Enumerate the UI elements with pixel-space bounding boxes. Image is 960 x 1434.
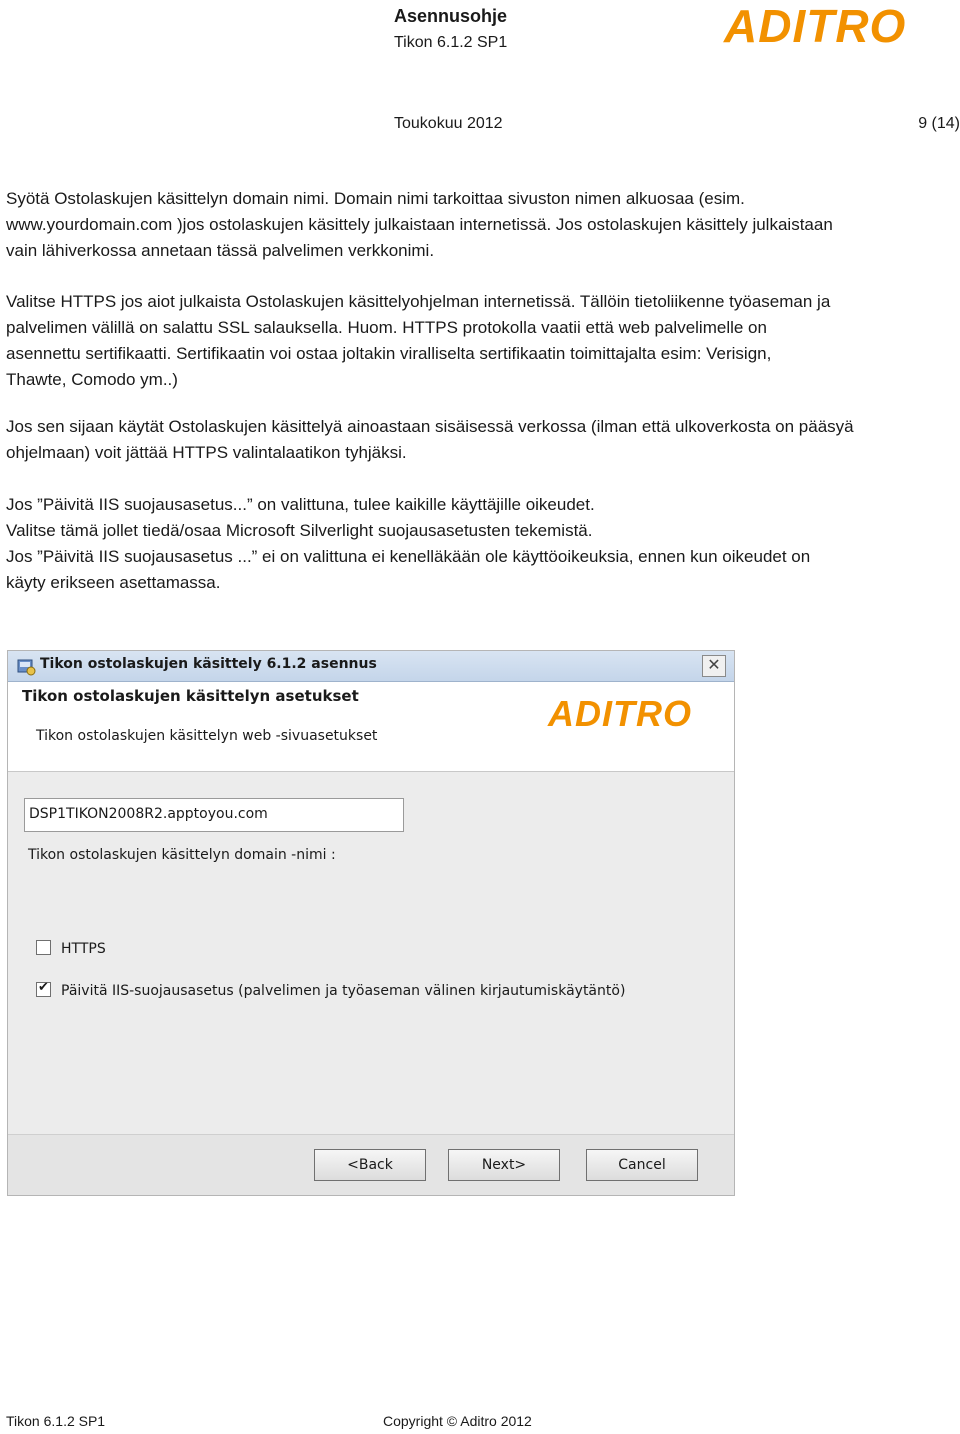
text-line: asennettu sertifikaatti. Sertifikaatin voi ostaa joltakin viralliselta sertifikaatin toimittajalta esim: Verisign, (6, 344, 772, 363)
text-line: Jos ”Päivitä IIS suojausasetus...” on valittuna, tulee kaikille käyttäjille oikeudet. (6, 495, 595, 514)
banner-subtitle: Tikon ostolaskujen käsittelyn web -sivuasetukset (36, 728, 378, 744)
document-title: Asennusohje (394, 6, 508, 26)
domain-input[interactable]: DSP1TIKON2008R2.apptoyou.com (24, 798, 404, 832)
text-line: ohjelmaan) voit jättää HTTPS valintalaatikon tyhjäksi. (6, 443, 407, 462)
paragraph-internal-network (6, 414, 960, 466)
document-date: Toukokuu 2012 (394, 115, 503, 132)
next-button[interactable]: Next> (448, 1149, 560, 1181)
svg-text:ADITRO: ADITRO (548, 693, 692, 734)
aditro-logo (722, 0, 948, 50)
aditro-banner-logo (546, 692, 716, 734)
footer-copyright: Copyright © Aditro 2012 (383, 1413, 532, 1429)
dialog-button-bar (8, 1134, 734, 1196)
close-icon[interactable]: ✕ (702, 655, 726, 677)
https-label: HTTPS (61, 941, 106, 957)
installer-dialog-screenshot (7, 650, 735, 1196)
https-checkbox[interactable] (36, 940, 51, 955)
installer-icon (16, 656, 36, 676)
cancel-button[interactable]: Cancel (586, 1149, 698, 1181)
dialog-banner (8, 682, 734, 770)
iis-label: Päivitä IIS-suojausasetus (palvelimen ja työaseman välinen kirjautumiskäytäntö) (61, 983, 626, 999)
domain-label: Tikon ostolaskujen käsittelyn domain -nimi : (28, 847, 336, 863)
https-checkbox-row[interactable] (36, 940, 106, 957)
text-line: Thawte, Comodo ym..) (6, 370, 178, 389)
back-button[interactable]: <Back (314, 1149, 426, 1181)
dialog-title: Tikon ostolaskujen käsittely 6.1.2 asennus (40, 656, 377, 672)
footer-product: Tikon 6.1.2 SP1 (6, 1413, 106, 1429)
banner-title: Tikon ostolaskujen käsittelyn asetukset (22, 687, 359, 705)
text-line: Jos sen sijaan käytät Ostolaskujen käsittelyä ainoastaan sisäisessä verkossa (ilman että ulkoverkosta on pääsyä (6, 417, 854, 436)
text-line: vain lähiverkossa annetaan tässä palvelimen verkkonimi. (6, 241, 435, 260)
text-line: palvelimen välillä on salattu SSL salauksella. Huom. HTTPS protokolla vaatii että web palvelimelle on (6, 318, 767, 337)
dialog-titlebar (8, 651, 734, 682)
text-line: Valitse HTTPS jos aiot julkaista Ostolaskujen käsittelyohjelman internetissä. Tällöin tietoliikenne työaseman ja (6, 292, 831, 311)
text-line: Syötä Ostolaskujen käsittelyn domain nimi. Domain nimi tarkoittaa sivuston nimen alkuosaa (esim. (6, 189, 745, 208)
iis-checkbox-row[interactable] (36, 982, 625, 999)
text-line: käyty erikseen asettamassa. (6, 573, 221, 592)
paragraph-https (6, 289, 960, 393)
iis-checkbox[interactable] (36, 982, 51, 997)
svg-text:ADITRO: ADITRO (724, 0, 907, 50)
document-subtitle: Tikon 6.1.2 SP1 (394, 34, 508, 51)
paragraph-iis (6, 492, 960, 596)
text-line: Jos ”Päivitä IIS suojausasetus ...” ei on valittuna ei kenelläkään ole käyttöoikeuksia, ennen kun oikeudet on (6, 547, 811, 566)
checkmark-icon: ✔ (38, 980, 49, 995)
dialog-body (8, 771, 734, 1196)
text-line: Valitse tämä jollet tiedä/osaa Microsoft Silverlight suojausasetusten tekemistä. (6, 521, 593, 540)
text-line: www.yourdomain.com )jos ostolaskujen käsittely julkaistaan internetissä. Jos ostolaskujen käsittely julkaistaan (6, 215, 833, 234)
paragraph-domain (6, 186, 960, 264)
page-number: 9 (14) (918, 115, 960, 132)
